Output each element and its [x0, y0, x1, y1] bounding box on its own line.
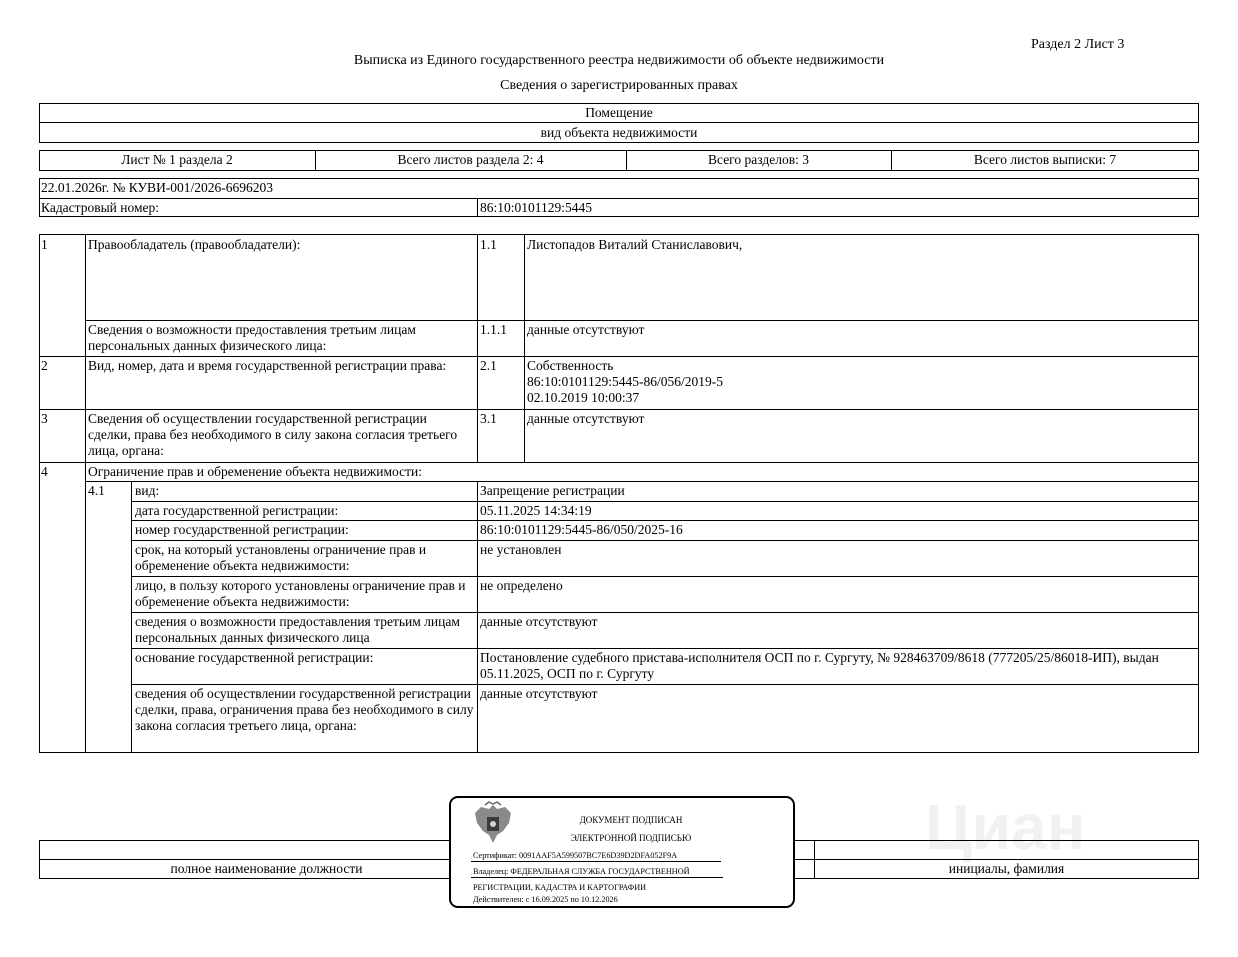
- object-type-caption: вид объекта недвижимости: [540, 125, 698, 140]
- restriction-term-value: не установлен: [480, 542, 562, 557]
- cadastral-value: 86:10:0101129:5445: [480, 200, 593, 215]
- stamp-validity: Действителен: с 16.09.2025 по 10.12.2026: [473, 895, 618, 904]
- transaction-label: Сведения об осуществлении государственной регистрации сделки, права без необходимого в силу закона согласия третьего лица, органа:: [88, 411, 458, 458]
- document-subtitle: Сведения о зарегистрированных правах: [500, 78, 738, 93]
- right-holder-label: Правообладатель (правообладатели):: [88, 237, 301, 252]
- watermark-logo: Циан: [925, 791, 1086, 863]
- row-2-1-number: 2.1: [480, 358, 497, 373]
- total-section-sheets: Всего листов раздела 2: 4: [397, 152, 544, 167]
- restriction-date-label: дата государственной регистрации:: [135, 503, 339, 518]
- sheet-number: Лист № 1 раздела 2: [121, 152, 233, 167]
- initials-caption: инициалы, фамилия: [948, 861, 1065, 876]
- row-2-number: 2: [41, 358, 48, 373]
- transaction-value: данные отсутствуют: [527, 411, 645, 426]
- restriction-basis-value: Постановление судебного пристава-исполнителя ОСП по г. Сургуту, № 928463709/8618 (777205/25/86018-ИП), выдан 05.11.2025, ОСП по г. Сургуту: [480, 650, 1159, 681]
- restriction-personal-data-label: сведения о возможности предоставления третьим лицам персональных данных физического лица: [135, 614, 460, 645]
- registration-type: Собственность: [527, 358, 614, 373]
- stamp-line-1: ДОКУМЕНТ ПОДПИСАН: [579, 815, 683, 825]
- total-sections: Всего разделов: 3: [708, 152, 809, 167]
- restriction-type-label: вид:: [135, 483, 160, 498]
- document-title: Выписка из Единого государственного реестра недвижимости об объекте недвижимости: [353, 53, 885, 68]
- registration-label: Вид, номер, дата и время государственной регистрации права:: [88, 358, 447, 373]
- restriction-personal-data-value: данные отсутствуют: [480, 614, 598, 629]
- restriction-transaction-value: данные отсутствуют: [480, 686, 598, 701]
- row-3-number: 3: [41, 411, 48, 426]
- position-caption: полное наименование должности: [170, 861, 363, 876]
- electronic-signature-stamp: [449, 796, 795, 908]
- row-1-1-number: 1.1: [480, 237, 497, 252]
- restriction-beneficiary-label: лицо, в пользу которого установлены ограничение прав и обременение объекта недвижимости:: [135, 578, 466, 609]
- stamp-line-2: ЭЛЕКТРОННОЙ ПОДПИСЬЮ: [570, 833, 692, 843]
- total-extract-sheets: Всего листов выписки: 7: [973, 152, 1117, 167]
- restriction-number-label: номер государственной регистрации:: [135, 522, 349, 537]
- registration-datetime: 02.10.2019 10:00:37: [527, 390, 640, 405]
- restriction-beneficiary-value: не определено: [480, 578, 563, 593]
- restriction-basis-label: основание государственной регистрации:: [135, 650, 374, 665]
- row-3-1-number: 3.1: [480, 411, 497, 426]
- row-4-number: 4: [41, 464, 48, 479]
- registration-number: 86:10:0101129:5445-86/056/2019-5: [527, 374, 723, 389]
- restriction-type-value: Запрещение регистрации: [480, 483, 625, 498]
- row-4-1-number: 4.1: [88, 483, 105, 498]
- restrictions-label: Ограничение прав и обременение объекта недвижимости:: [88, 464, 422, 479]
- section-sheet-label: Раздел 2 Лист 3: [1031, 37, 1125, 52]
- restriction-date-value: 05.11.2025 14:34:19: [480, 503, 592, 518]
- personal-data-value: данные отсутствуют: [527, 322, 645, 337]
- stamp-certificate: Сертификат: 0091AAF5A599507BC7E6D39D2DFA052F9A: [473, 851, 678, 860]
- object-type-value: Помещение: [585, 105, 653, 120]
- cadastral-label: Кадастровый номер:: [41, 200, 160, 215]
- row-1-1-1-number: 1.1.1: [480, 322, 507, 337]
- doc-date-number: 22.01.2026г. № КУВИ-001/2026-6696203: [41, 180, 274, 195]
- stamp-owner-line-2: РЕГИСТРАЦИИ, КАДАСТРА И КАРТОГРАФИИ: [473, 883, 647, 892]
- coat-of-arms-icon: [471, 801, 515, 847]
- restriction-transaction-label: сведения об осуществлении государственной регистрации сделки, права, ограничения права без необходимого в силу закона согласия третьего лица, органа:: [135, 686, 474, 733]
- stamp-owner-line-1: Владелец: ФЕДЕРАЛЬНАЯ СЛУЖБА ГОСУДАРСТВЕННОЙ: [473, 867, 690, 876]
- restriction-number-value: 86:10:0101129:5445-86/050/2025-16: [480, 522, 683, 537]
- personal-data-label: Сведения о возможности предоставления третьим лицам персональных данных физического лица:: [88, 322, 416, 353]
- right-holder-value: Листопадов Виталий Станиславович,: [527, 237, 743, 252]
- row-1-number: 1: [41, 237, 48, 252]
- restriction-term-label: срок, на который установлены ограничение прав и обременение объекта недвижимости:: [135, 542, 427, 573]
